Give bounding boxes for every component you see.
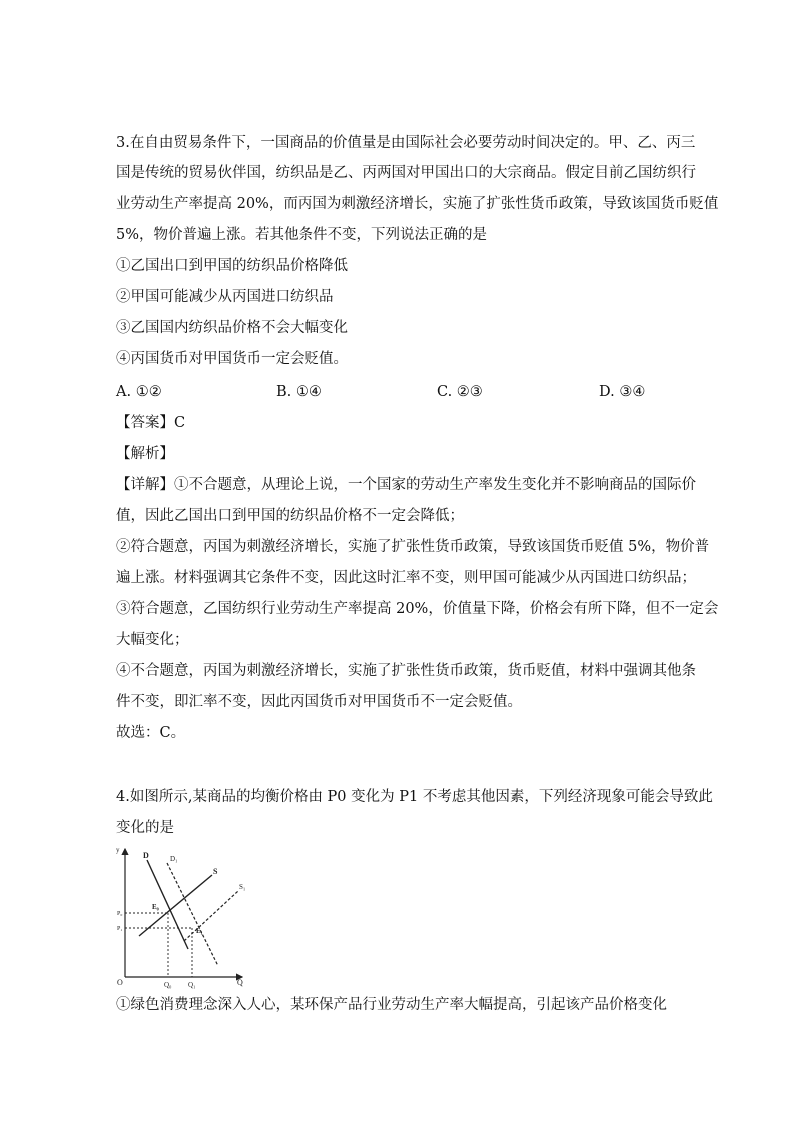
q3-option-d: D. ③④ (599, 384, 646, 400)
q3-line-3: 业劳动生产率提高 20%，而丙国为刺激经济增长，实施了扩张性货币政策，导致该国货币贬值 (116, 196, 719, 212)
q0-label: Q₀ (164, 981, 172, 989)
q3-line-2: 国是传统的贸易伙伴国，纺织品是乙、丙两国对甲国出口的大宗商品。假定目前乙国纺织行 (116, 165, 696, 181)
supply-label-s: S (213, 867, 218, 876)
q3-analysis-1: 【详解】①不合题意，从理论上说，一个国家的劳动生产率发生变化并不影响商品的国际价 (116, 477, 696, 493)
p0-label: P₀ (117, 911, 123, 917)
demand-curve-d1 (167, 863, 218, 966)
q3-line-4: 5%，物价普遍上涨。若其他条件不变，下列说法正确的是 (116, 227, 488, 243)
y-axis-label: y (116, 846, 120, 854)
e0-label: E₀ (152, 903, 159, 911)
q3-analysis-7: ④不合题意，丙国为刺激经济增长，实施了扩张性货币政策，货币贬值，材料中强调其他条 (116, 663, 696, 679)
origin-label: O (117, 978, 123, 987)
q3-analysis-title: 【解析】 (116, 446, 174, 462)
q3-statement-2: ②甲国可能减少从丙国进口纺织品 (116, 289, 334, 305)
q3-answer: 【答案】C (116, 415, 186, 431)
q4-line-2: 变化的是 (116, 820, 174, 836)
q3-analysis-3: ②符合题意，丙国为刺激经济增长，实施了扩张性货币政策，导致该国货币贬值 5%，物价普 (116, 539, 710, 555)
q3-analysis-2: 值，因此乙国出口到甲国的纺织品价格不一定会降低； (116, 508, 464, 524)
q3-option-b: B. ①④ (276, 384, 322, 400)
x-axis-label: Q (237, 978, 243, 987)
q3-analysis-6: 大幅变化； (116, 632, 189, 648)
q4-item-1: ①绿色消费理念深入人心，某环保产品行业劳动生产率大幅提高，引起该产品价格变化 (116, 997, 667, 1013)
q3-analysis-8: 件不变，即汇率不变，因此丙国货币对甲国货币不一定会贬值。 (116, 694, 522, 710)
q3-analysis-4: 遍上涨。材料强调其它条件不变，因此这时汇率不变，则甲国可能减少从丙国进口纺织品； (116, 570, 696, 586)
q3-conclusion: 故选：C。 (116, 725, 186, 741)
demand-label-d: D (143, 851, 149, 860)
q1-label: Q₁ (188, 981, 196, 989)
demand-label-d1: D₁ (170, 855, 178, 863)
q3-statement-4: ④丙国货币对甲国货币一定会贬值。 (116, 351, 348, 367)
supply-demand-diagram (114, 843, 264, 993)
q3-line-1: 3.在自由贸易条件下，一国商品的价值量是由国际社会必要劳动时间决定的。甲、乙、丙三 (116, 135, 696, 151)
p1-label: P₁ (117, 926, 123, 932)
q3-statement-1: ①乙国出口到甲国的纺织品价格降低 (116, 258, 348, 274)
q3-analysis-5: ③符合题意，乙国纺织行业劳动生产率提高 20%，价值量下降，价格会有所下降，但不一定会 (116, 601, 719, 617)
q4-line-1: 4.如图所示,某商品的均衡价格由 P0 变化为 P1 不考虑其他因素，下列经济现象可能会导致此 (116, 789, 713, 805)
q3-option-c: C. ②③ (437, 384, 483, 400)
supply-demand-svg (114, 843, 264, 993)
q3-option-a: A. ①② (116, 384, 162, 400)
e1-label: E₁ (196, 927, 203, 935)
supply-label-s1: S₁ (239, 883, 246, 891)
q3-statement-3: ③乙国国内纺织品价格不会大幅变化 (116, 320, 348, 336)
